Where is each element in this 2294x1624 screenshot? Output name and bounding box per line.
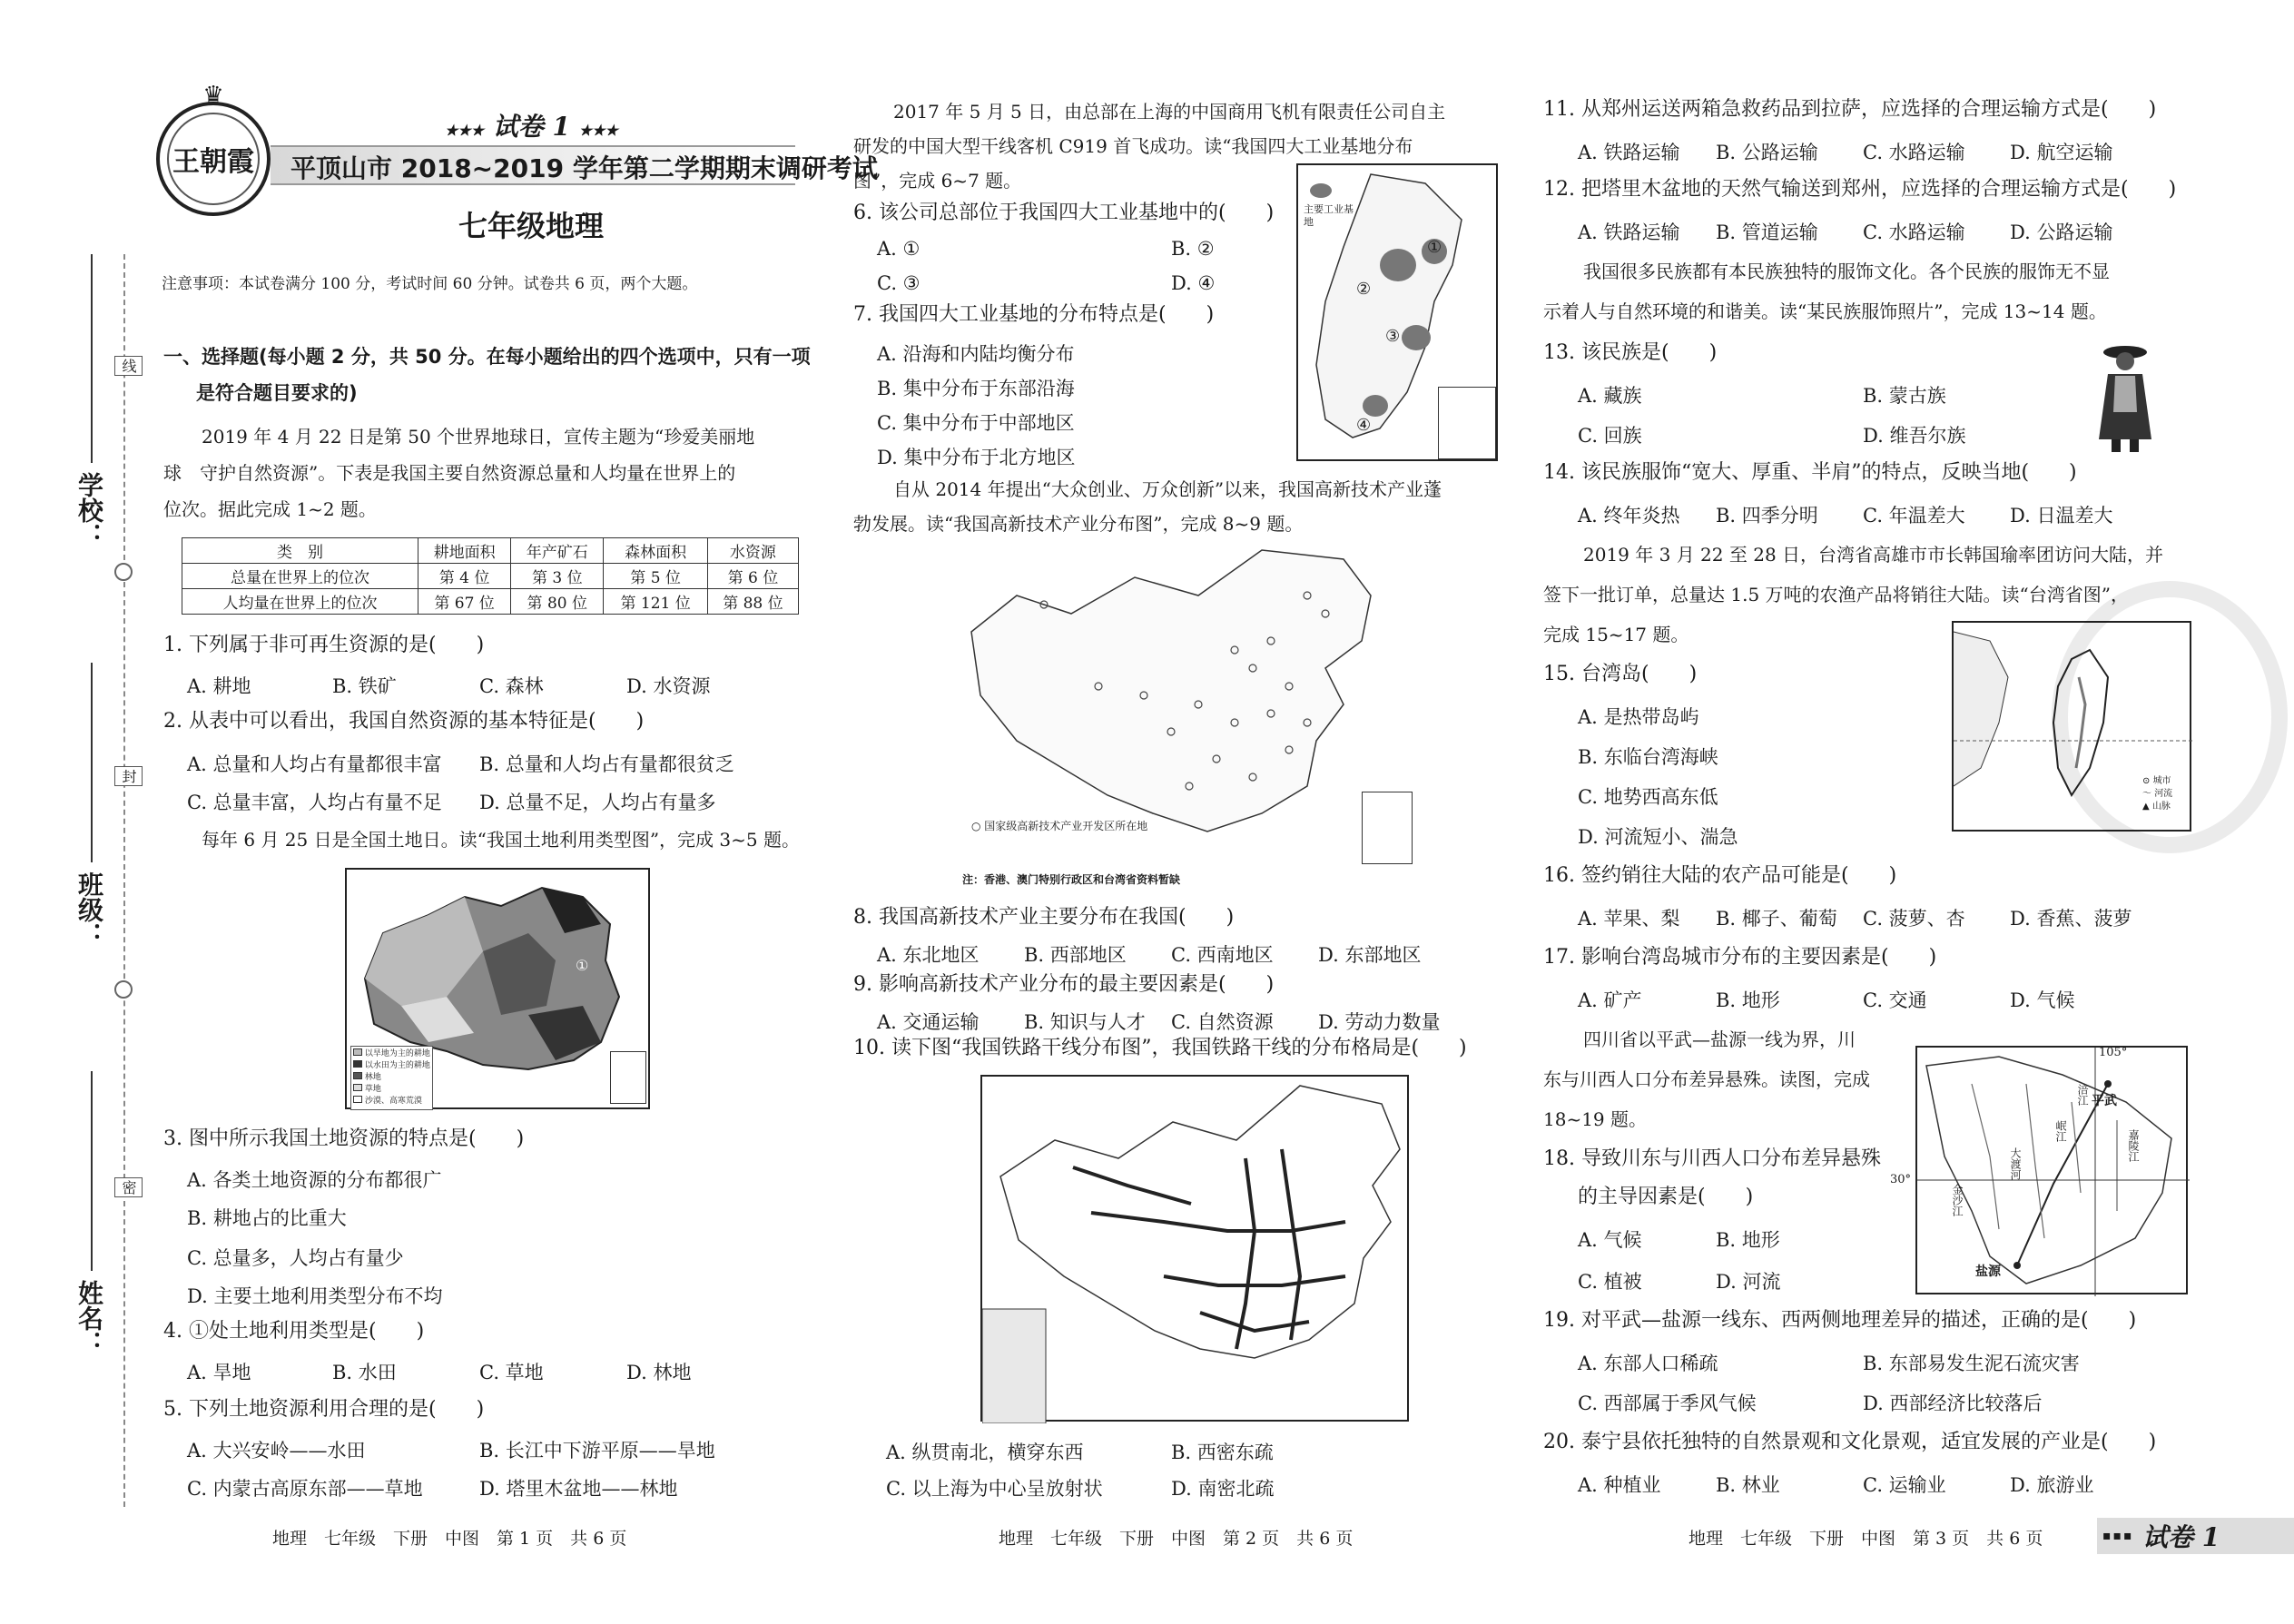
q3-option-c[interactable]: C. 总量多，人均占有量少 xyxy=(187,1247,404,1269)
footer-page-3: 地理 七年级 下册 中图 第 3 页 共 6 页 xyxy=(1689,1529,2043,1549)
sichuan-lon-label: 105° xyxy=(2099,1046,2128,1059)
river-label: 金沙江 xyxy=(1951,1184,1964,1216)
q17-option-d[interactable]: D. 气候 xyxy=(2010,989,2075,1011)
question-15-stem: 15. 台湾岛( ) xyxy=(1543,663,1698,685)
question-10-stem: 10. 读下图“我国铁路干线分布图”，我国铁路干线的分布格局是( ) xyxy=(853,1037,1467,1059)
q2-option-a[interactable]: A. 总量和人均占有量都很丰富 xyxy=(187,753,442,775)
sichuan-lat-label: 30° xyxy=(1890,1173,1912,1186)
yanyuan-label: 盐源 xyxy=(1975,1265,2001,1279)
q15-option-b[interactable]: B. 东临台湾海峡 xyxy=(1578,746,1718,768)
q9-option-a[interactable]: A. 交通运输 xyxy=(877,1011,980,1033)
industry-label-4: ④ xyxy=(1356,416,1372,435)
q19-option-d[interactable]: D. 西部经济比较落后 xyxy=(1863,1393,2043,1414)
star-icon: ★★★ xyxy=(578,122,618,139)
q20-option-b[interactable]: B. 林业 xyxy=(1716,1474,1780,1496)
seal-xian: 线 xyxy=(114,356,143,376)
footer-paper-tag: 试卷 1 xyxy=(2142,1522,2220,1552)
land-use-map xyxy=(345,868,650,1109)
hightech-map-graphic xyxy=(962,541,1416,891)
q6-option-a[interactable]: A. ① xyxy=(877,238,921,260)
question-18-stem-cont: 的主导因素是( ) xyxy=(1578,1186,1754,1208)
footer-page-2: 地理 七年级 下册 中图 第 2 页 共 6 页 xyxy=(999,1529,1354,1549)
intro-8-9-line1: 自从 2014 年提出“大众创业、万众创新”以来，我国高新技术产业蓬 xyxy=(893,478,1442,500)
intro-15-17-line3: 完成 15~17 题。 xyxy=(1543,624,1689,645)
costume-figure-graphic xyxy=(2088,340,2162,454)
seal-mi: 密 xyxy=(114,1177,143,1197)
q13-option-b[interactable]: B. 蒙古族 xyxy=(1863,385,1946,407)
name-fill-line[interactable] xyxy=(91,1071,93,1271)
q14-option-c[interactable]: C. 年温差大 xyxy=(1863,505,1965,527)
q13-option-a[interactable]: A. 藏族 xyxy=(1578,385,1642,407)
q1-option-d[interactable]: D. 水资源 xyxy=(626,675,711,697)
q15-option-c[interactable]: C. 地势西高东低 xyxy=(1578,786,1718,808)
crown-icon: ♛ xyxy=(202,82,224,109)
q2-option-d[interactable]: D. 总量不足，人均占有量多 xyxy=(479,792,716,813)
q8-option-c[interactable]: C. 西南地区 xyxy=(1171,944,1274,966)
industry-map-inset xyxy=(1438,387,1496,459)
table-cell: 人均量在世界上的位次 xyxy=(182,589,418,615)
q8-option-d[interactable]: D. 东部地区 xyxy=(1318,944,1422,966)
table-header: 耕地面积 xyxy=(418,538,511,564)
sichuan-map-graphic xyxy=(1917,1048,2190,1296)
q11-option-a[interactable]: A. 铁路运输 xyxy=(1578,142,1680,163)
intro-18-19-line1: 四川省以平武—盐源一线为界，川 xyxy=(1583,1029,1856,1050)
question-20-stem: 20. 泰宁县依托独特的自然景观和文化景观，适宜发展的产业是( ) xyxy=(1543,1431,2157,1453)
question-3-stem: 3. 图中所示我国土地资源的特点是( ) xyxy=(163,1127,525,1150)
q9-option-c[interactable]: C. 自然资源 xyxy=(1171,1011,1274,1033)
q18-option-a[interactable]: A. 气候 xyxy=(1578,1229,1642,1251)
legend-item: ⊙ 城市 xyxy=(2142,776,2171,786)
binding-hole-icon xyxy=(114,980,133,999)
legend-dot-icon: ○ xyxy=(971,820,985,832)
question-19-stem: 19. 对平武—盐源一线东、西两侧地理差异的描述，正确的是( ) xyxy=(1543,1309,2137,1332)
industry-map-legend: 主要工业基地 xyxy=(1304,203,1354,228)
section-title-cont: 是符合题目要求的) xyxy=(196,382,358,404)
q10-option-c[interactable]: C. 以上海为中心呈放射状 xyxy=(886,1478,1103,1500)
railway-map xyxy=(980,1075,1409,1422)
name-label: 姓名： xyxy=(74,1280,104,1356)
q4-option-a[interactable]: A. 旱地 xyxy=(187,1362,251,1383)
q5-option-a[interactable]: A. 大兴安岭——水田 xyxy=(187,1440,366,1462)
q11-option-b[interactable]: B. 公路运输 xyxy=(1716,142,1818,163)
binding-hole-icon xyxy=(114,563,133,581)
intro-15-17-line2: 签下一批订单，总量达 1.5 万吨的农渔产品将销往大陆。读“台湾省图”， xyxy=(1543,584,2129,605)
q3-option-a[interactable]: A. 各类土地资源的分布都很广 xyxy=(187,1169,442,1191)
industry-label-3: ③ xyxy=(1385,327,1401,346)
q15-option-a[interactable]: A. 是热带岛屿 xyxy=(1578,706,1699,728)
q10-option-d[interactable]: D. 南密北疏 xyxy=(1171,1478,1275,1500)
q5-option-c[interactable]: C. 内蒙古高原东部——草地 xyxy=(187,1478,423,1500)
q16-option-a[interactable]: A. 苹果、梨 xyxy=(1578,908,1680,930)
hightech-legend: ○ 国家级高新技术产业开发区所在地 xyxy=(971,820,1148,832)
q19-option-a[interactable]: A. 东部人口稀疏 xyxy=(1578,1353,1718,1374)
q4-option-c[interactable]: C. 草地 xyxy=(479,1362,544,1383)
q16-option-d[interactable]: D. 香蕉、菠萝 xyxy=(2010,908,2132,930)
legend-item: ▲ 山脉 xyxy=(2142,802,2171,812)
class-label: 班级： xyxy=(74,871,104,948)
hightech-map xyxy=(962,541,1416,891)
q3-option-d[interactable]: D. 主要土地利用类型分布不均 xyxy=(187,1285,443,1307)
school-label: 学校： xyxy=(74,472,104,548)
q7-option-d[interactable]: D. 集中分布于北方地区 xyxy=(877,447,1076,468)
pingwu-label: 平武 xyxy=(2092,1094,2117,1108)
q5-option-b[interactable]: B. 长江中下游平原——旱地 xyxy=(479,1440,715,1462)
sichuan-map xyxy=(1890,1046,2188,1294)
question-13-stem: 13. 该民族是( ) xyxy=(1543,341,1718,364)
q13-option-c[interactable]: C. 回族 xyxy=(1578,425,1642,447)
intro-6-7-line3: 图”，完成 6~7 题。 xyxy=(853,170,1022,192)
question-8-stem: 8. 我国高新技术产业主要分布在我国( ) xyxy=(853,906,1235,929)
q12-option-c[interactable]: C. 水路运输 xyxy=(1863,221,1965,243)
section-title: 一、选择题(每小题 2 分，共 50 分。在每小题给出的四个选项中，只有一项 xyxy=(163,346,811,368)
industry-base-map xyxy=(1296,163,1498,461)
star-icon: ★★★ xyxy=(445,122,485,139)
q6-option-d[interactable]: D. ④ xyxy=(1171,272,1216,294)
legend-item: 林地 xyxy=(353,1072,430,1084)
intro-1-2-line1: 2019 年 4 月 22 日是第 50 个世界地球日，宣传主题为“珍爱美丽地 xyxy=(202,426,755,448)
q7-option-c[interactable]: C. 集中分布于中部地区 xyxy=(877,412,1075,434)
legend-item: 以水田为主的耕地 xyxy=(353,1060,430,1072)
q18-option-c[interactable]: C. 植被 xyxy=(1578,1271,1642,1293)
intro-3-5: 每年 6 月 25 日是全国土地日。读“我国土地利用类型图”，完成 3~5 题。 xyxy=(202,829,800,851)
table-cell: 第 4 位 xyxy=(418,564,511,589)
q2-option-b[interactable]: B. 总量和人均占有量都很贫乏 xyxy=(479,753,734,775)
paper-tag-text: 试卷 1 xyxy=(492,112,571,142)
intro-15-17-line1: 2019 年 3 月 22 至 28 日，台湾省高雄市市长韩国瑜率团访问大陆，并 xyxy=(1583,544,2164,566)
q7-option-a[interactable]: A. 沿海和内陆均衡分布 xyxy=(877,343,1075,365)
table-cell: 第 67 位 xyxy=(418,589,511,615)
legend-item: 沙漠、高寒荒漠 xyxy=(353,1096,430,1107)
exam-notice: 注意事项：本试卷满分 100 分，考试时间 60 分钟。试卷共 6 页，两个大题。 xyxy=(162,275,698,293)
resource-table xyxy=(182,537,799,615)
question-6-stem: 6. 该公司总部位于我国四大工业基地中的( ) xyxy=(853,202,1275,224)
industry-label-1: ① xyxy=(1427,238,1442,257)
ethnic-costume-photo xyxy=(2088,340,2162,454)
q5-option-d[interactable]: D. 塔里木盆地——林地 xyxy=(479,1478,678,1500)
table-cell: 总量在世界上的位次 xyxy=(182,564,418,589)
q14-option-a[interactable]: A. 终年炎热 xyxy=(1578,505,1680,527)
q17-option-c[interactable]: C. 交通 xyxy=(1863,989,1927,1011)
q16-option-b[interactable]: B. 椰子、葡萄 xyxy=(1716,908,1837,930)
q11-option-c[interactable]: C. 水路运输 xyxy=(1863,142,1965,163)
river-label: 大渡河 xyxy=(2009,1147,2022,1180)
industry-label-2: ② xyxy=(1356,280,1372,299)
intro-6-7-line2: 研发的中国大型干线客机 C919 首飞成功。读“我国四大工业基地分布 xyxy=(853,135,1413,157)
question-11-stem: 11. 从郑州运送两箱急救药品到拉萨，应选择的合理运输方式是( ) xyxy=(1543,98,2157,121)
paper-tag xyxy=(445,107,618,143)
q14-option-d[interactable]: D. 日温差大 xyxy=(2010,505,2113,527)
q19-option-b[interactable]: B. 东部易发生泥石流灾害 xyxy=(1863,1353,2080,1374)
q12-option-a[interactable]: A. 铁路运输 xyxy=(1578,221,1680,243)
class-fill-line[interactable] xyxy=(91,663,93,862)
q9-option-b[interactable]: B. 知识与人才 xyxy=(1024,1011,1146,1033)
q12-option-b[interactable]: B. 管道运输 xyxy=(1716,221,1818,243)
river-label: 岷江 xyxy=(2054,1120,2067,1142)
table-header: 森林面积 xyxy=(604,538,707,564)
table-header: 年产矿石 xyxy=(511,538,604,564)
q9-option-d[interactable]: D. 劳动力数量 xyxy=(1318,1011,1441,1033)
table-cell: 第 88 位 xyxy=(707,589,798,615)
q11-option-d[interactable]: D. 航空运输 xyxy=(2010,142,2113,163)
hightech-note: 注：香港、澳门特别行政区和台湾省资料暂缺 xyxy=(962,873,1181,886)
q1-option-a[interactable]: A. 耕地 xyxy=(187,675,251,697)
q7-option-b[interactable]: B. 集中分布于东部沿海 xyxy=(877,378,1075,399)
land-map-legend xyxy=(350,1046,433,1110)
table-cell: 第 80 位 xyxy=(511,589,604,615)
question-1-stem: 1. 下列属于非可再生资源的是( ) xyxy=(163,634,485,656)
binding-dashed-line xyxy=(123,254,125,1507)
table-cell: 第 121 位 xyxy=(604,589,707,615)
watermark-seal xyxy=(2052,581,2288,853)
q6-option-c[interactable]: C. ③ xyxy=(877,272,921,294)
table-cell: 第 6 位 xyxy=(707,564,798,589)
question-18-stem: 18. 导致川东与川西人口分布差异悬殊 xyxy=(1543,1147,1881,1170)
railway-map-graphic xyxy=(982,1077,1411,1423)
q6-option-b[interactable]: B. ② xyxy=(1171,238,1215,260)
q4-option-b[interactable]: B. 水田 xyxy=(332,1362,397,1383)
q8-option-b[interactable]: B. 西部地区 xyxy=(1024,944,1127,966)
publisher-logo xyxy=(156,102,271,216)
hightech-map-inset xyxy=(1362,792,1413,864)
q18-option-d[interactable]: D. 河流 xyxy=(1716,1271,1781,1293)
land-map-inset xyxy=(610,1051,646,1104)
river-label: 涪江 xyxy=(2076,1084,2089,1106)
intro-8-9-line2: 勃发展。读“我国高新技术产业分布图”，完成 8~9 题。 xyxy=(853,513,1304,535)
subject-title: 七年级地理 xyxy=(458,209,605,243)
question-2-stem: 2. 从表中可以看出，我国自然资源的基本特征是( ) xyxy=(163,710,645,733)
q10-option-b[interactable]: B. 西密东疏 xyxy=(1171,1442,1274,1463)
intro-6-7-line1: 2017 年 5 月 5 日，由总部在上海的中国商用飞机有限责任公司自主 xyxy=(893,101,1446,123)
table-header: 类 别 xyxy=(182,538,418,564)
q13-option-d[interactable]: D. 维吾尔族 xyxy=(1863,425,1966,447)
q14-option-b[interactable]: B. 四季分明 xyxy=(1716,505,1818,527)
q17-option-a[interactable]: A. 矿产 xyxy=(1578,989,1642,1011)
intro-13-14-line2: 示着人与自然环境的和谐美。读“某民族服饰照片”，完成 13~14 题。 xyxy=(1543,300,2107,322)
q2-option-c[interactable]: C. 总量丰富，人均占有量不足 xyxy=(187,792,442,813)
exam-title: 平顶山市 2018~2019 学年第二学期期末调研考试 xyxy=(290,153,878,183)
land-map-marker: ① xyxy=(576,957,589,974)
table-cell: 第 5 位 xyxy=(604,564,707,589)
question-9-stem: 9. 影响高新技术产业分布的最主要因素是( ) xyxy=(853,973,1275,996)
seal-feng: 封 xyxy=(114,766,143,786)
table-header: 水资源 xyxy=(707,538,798,564)
q16-option-c[interactable]: C. 菠萝、杏 xyxy=(1863,908,1965,930)
q20-option-c[interactable]: C. 运输业 xyxy=(1863,1474,1946,1496)
question-4-stem: 4. ①处土地利用类型是( ) xyxy=(163,1320,425,1343)
q12-option-d[interactable]: D. 公路运输 xyxy=(2010,221,2113,243)
question-14-stem: 14. 该民族服饰“宽大、厚重、半肩”的特点，反映当地( ) xyxy=(1543,461,2077,484)
q19-option-c[interactable]: C. 西部属于季风气候 xyxy=(1578,1393,1757,1414)
q1-option-c[interactable]: C. 森林 xyxy=(479,675,544,697)
question-7-stem: 7. 我国四大工业基地的分布特点是( ) xyxy=(853,303,1215,326)
q1-option-b[interactable]: B. 铁矿 xyxy=(332,675,397,697)
intro-13-14-line1: 我国很多民族都有本民族独特的服饰文化。各个民族的服饰无不显 xyxy=(1583,261,2110,282)
intro-1-2-line3: 位次。据此完成 1~2 题。 xyxy=(163,498,377,520)
q18-option-b[interactable]: B. 地形 xyxy=(1716,1229,1780,1251)
footer-page-1: 地理 七年级 下册 中图 第 1 页 共 6 页 xyxy=(272,1529,627,1549)
table-header-row xyxy=(182,538,799,564)
q3-option-b[interactable]: B. 耕地占的比重大 xyxy=(187,1207,347,1229)
intro-18-19-line3: 18~19 题。 xyxy=(1543,1108,1648,1130)
legend-item: 草地 xyxy=(353,1084,430,1096)
q17-option-b[interactable]: B. 地形 xyxy=(1716,989,1780,1011)
footer-tag-squares: ▪▪▪ xyxy=(2102,1529,2134,1543)
legend-item: 以旱地为主的耕地 xyxy=(353,1048,430,1060)
q10-option-a[interactable]: A. 纵贯南北，横穿东西 xyxy=(886,1442,1084,1463)
q4-option-d[interactable]: D. 林地 xyxy=(626,1362,692,1383)
legend-item: ～ 河流 xyxy=(2142,789,2173,799)
q20-option-d[interactable]: D. 旅游业 xyxy=(2010,1474,2094,1496)
q15-option-d[interactable]: D. 河流短小、湍急 xyxy=(1578,826,1738,848)
q20-option-a[interactable]: A. 种植业 xyxy=(1578,1474,1661,1496)
question-12-stem: 12. 把塔里木盆地的天然气输送到郑州，应选择的合理运输方式是( ) xyxy=(1543,178,2177,201)
river-label: 嘉陵江 xyxy=(2127,1129,2140,1162)
table-row xyxy=(182,564,799,589)
table-row xyxy=(182,589,799,615)
intro-1-2-line2: 球 守护自然资源”。下表是我国主要自然资源总量和人均量在世界上的 xyxy=(163,462,736,484)
question-5-stem: 5. 下列土地资源利用合理的是( ) xyxy=(163,1398,485,1421)
question-16-stem: 16. 签约销往大陆的农产品可能是( ) xyxy=(1543,864,1897,887)
q8-option-a[interactable]: A. 东北地区 xyxy=(877,944,980,966)
question-17-stem: 17. 影响台湾岛城市分布的主要因素是( ) xyxy=(1543,946,1937,969)
logo-text: 王朝霞 xyxy=(172,146,254,178)
school-fill-line[interactable] xyxy=(91,254,93,463)
intro-18-19-line2: 东与川西人口分布差异悬殊。读图，完成 xyxy=(1543,1068,1870,1090)
table-cell: 第 3 位 xyxy=(511,564,604,589)
